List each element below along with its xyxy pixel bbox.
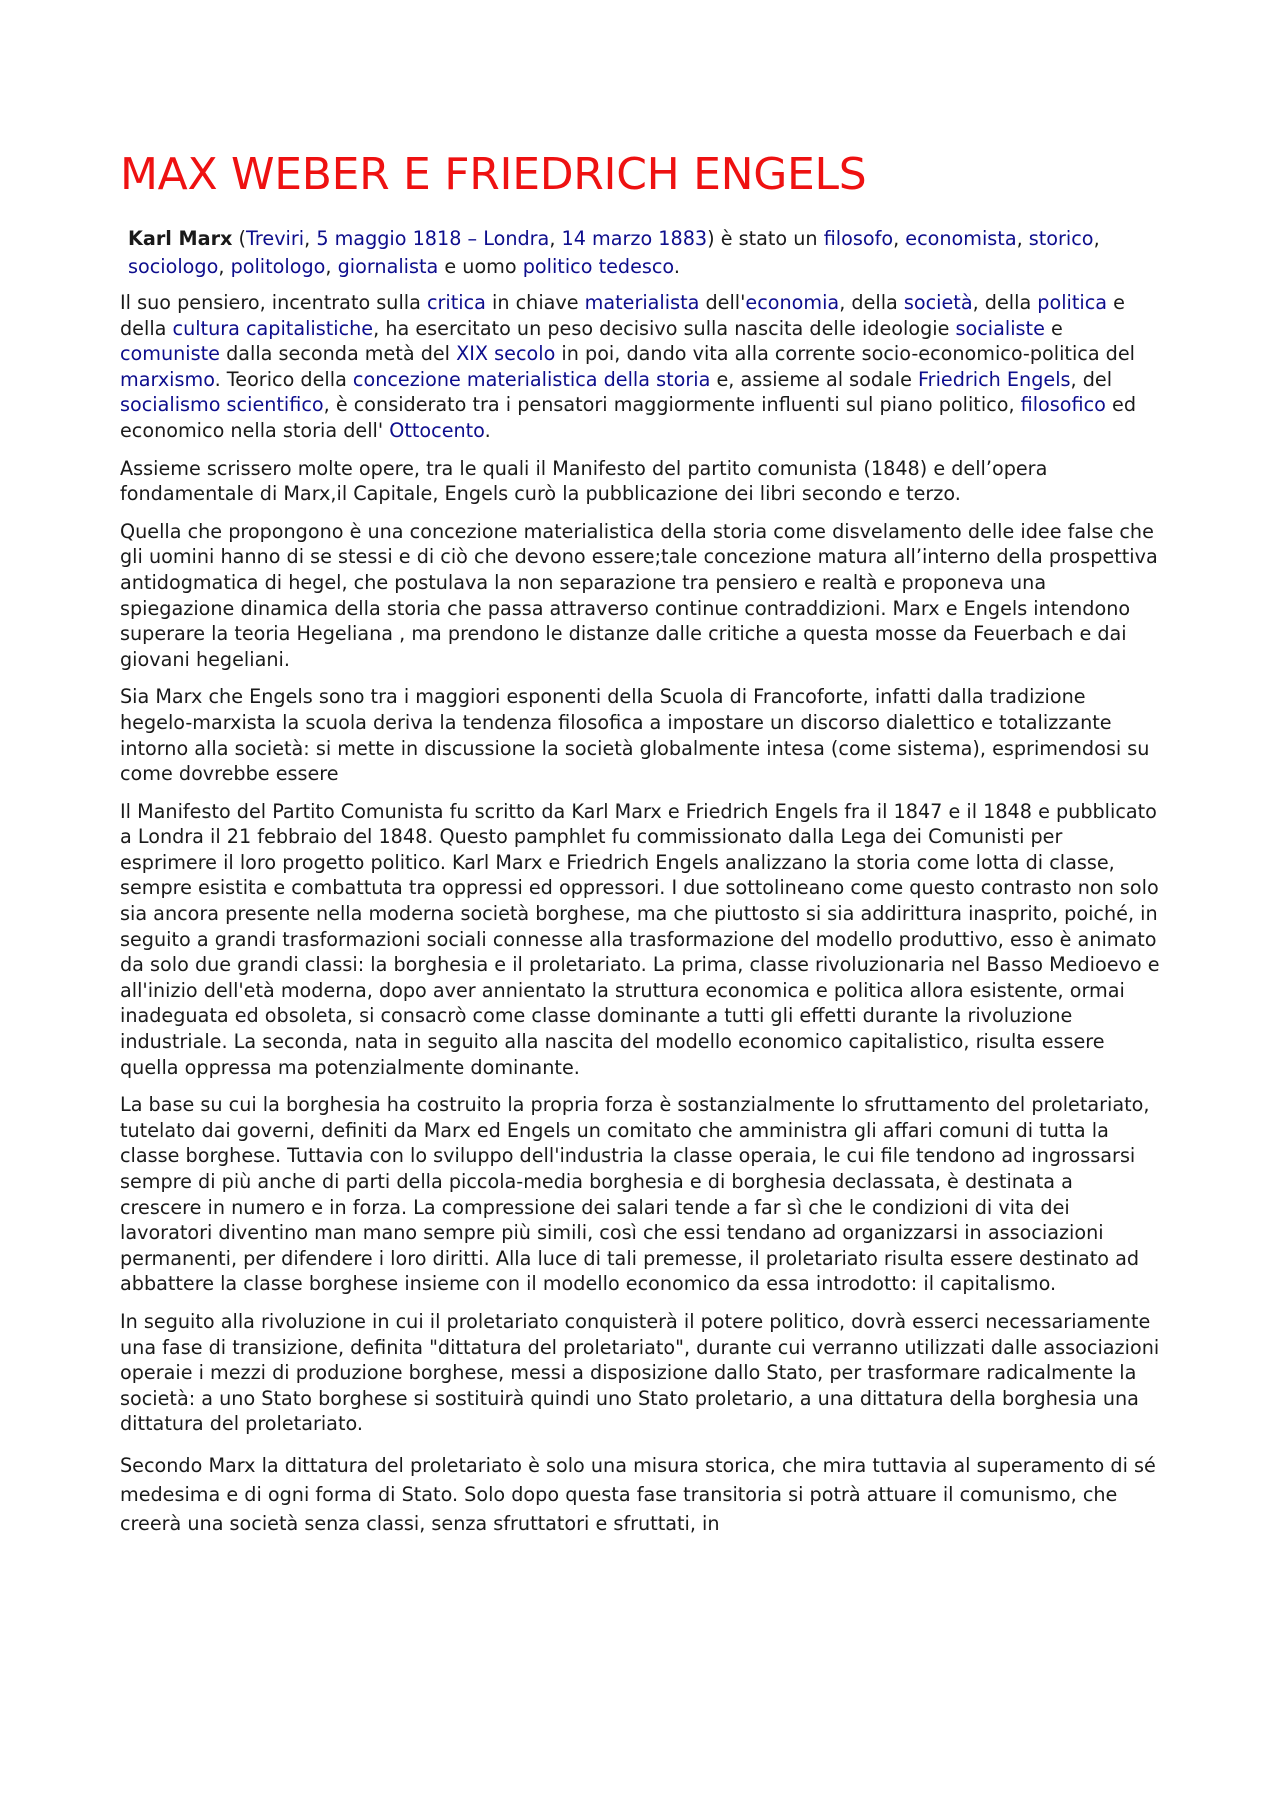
- link-politico[interactable]: politico: [522, 255, 593, 278]
- link-socialismo-scientifico[interactable]: socialismo scientifico: [120, 393, 324, 417]
- body-paragraph: Sia Marx che Engels sono tra i maggiori esponenti della Scuola di Francoforte, infatti dalla tradizione hegelo-marxista la scuola deriva la tendenza filosofica a impostare un discorso dialettico e totalizzante intorno alla società: si mette in discussione la società globalmente intesa (come sistema), esprimendosi su come dovrebbe essere: [120, 685, 1150, 786]
- link-ottocento[interactable]: Ottocento: [389, 418, 485, 442]
- link-comuniste[interactable]: comuniste: [120, 342, 220, 366]
- document-page: [120, 0, 1160, 1538]
- link-sociologo[interactable]: sociologo: [128, 255, 219, 278]
- intro-paragraph: Karl Marx (Treviri, 5 maggio 1818 – Londra, 14 marzo 1883) è stato un filosofo, economista, storico, sociologo, politologo, giornalista e uomo politico tedesco.: [128, 227, 1100, 278]
- link-xix-secolo[interactable]: XIX secolo: [456, 342, 556, 366]
- body-paragraph: Assieme scrissero molte opere, tra le quali il Manifesto del partito comunista (1848) e dell’opera fondamentale di Marx,il Capitale, Engels curò la pubblicazione dei libri secondo e terzo.: [120, 456, 1048, 506]
- link-concezione-materialistica[interactable]: concezione materialistica della storia: [352, 367, 711, 391]
- link-storico[interactable]: storico: [1028, 227, 1094, 250]
- body-paragraph: La base su cui la borghesia ha costruito la propria forza è sostanzialmente lo sfruttamento del proletariato, tutelato dai governi, definiti da Marx ed Engels un comitato che amministra gli affari comuni di tutta la classe borghese. Tuttavia con lo sviluppo dell'industria la classe operaia, le cui file tendono ad ingrossarsi sempre di più anche di parti della piccola-media borghesia e di borghesia declassata, è destinata a crescere in numero e in forza. La compressione dei salari tende a far sì che le condizioni di vita dei lavoratori diventino man mano sempre più simili, così che essi tendano ad organizzarsi in associazioni permanenti, per difendere i loro diritti. Alla luce di tali premesse, il proletariato risulta essere destinato ad abbattere la classe borghese insieme con il modello economico da essa introdotto: il capitalismo.: [120, 1093, 1150, 1296]
- link-socialiste[interactable]: socialiste: [955, 316, 1045, 340]
- link-politica[interactable]: politica: [1037, 291, 1108, 314]
- subject-name: Karl Marx: [128, 227, 233, 250]
- link-death-date[interactable]: 14 marzo 1883: [561, 227, 708, 250]
- link-economia[interactable]: economia: [745, 291, 840, 314]
- body-paragraph: Il Manifesto del Partito Comunista fu scritto da Karl Marx e Friedrich Engels fra il 1847 e il 1848 e pubblicato a Londra il 21 febbraio del 1848. Questo pamphlet fu commissionato dalla Lega dei Comunisti per esprimere il loro progetto politico. Karl Marx e Friedrich Engels analizzano la storia come lotta di classe, sempre esistita e combattuta tra oppressi ed oppressori. I due sottolineano come questo contrasto non solo sia ancora presente nella moderna società borghese, ma che piuttosto si sia addirittura inasprito, poiché, in seguito a grandi trasformazioni sociali connesse alla trasformazione del modello produttivo, esso è animato da solo due grandi classi: la borghesia e il proletariato. La prima, classe rivoluzionaria nel Basso Medioevo e all'inizio dell'età moderna, dopo aver annientato la struttura economica e politica allora esistente, ormai inadeguata ed obsoleta, si consacrò come classe dominante a tutti gli effetti durante la rivoluzione industriale. La seconda, nata in seguito alla nascita del modello economico capitalistico, risulta essere quella oppressa ma potenzialmente dominante.: [120, 799, 1160, 1079]
- body-paragraph: In seguito alla rivoluzione in cui il proletariato conquisterà il potere politico, dovrà esserci necessariamente una fase di transizione, definita "dittatura del proletariato", durante cui verranno utilizzati dalle associazioni operaie i mezzi di produzione borghese, messi a disposizione dallo Stato, per trasformare radicalmente la società: a uno Stato borghese si sostituirà quindi uno Stato proletario, a una dittatura della borghesia una dittatura del proletariato.: [120, 1309, 1160, 1436]
- link-marxismo[interactable]: marxismo: [120, 367, 215, 391]
- link-death-place[interactable]: Londra: [483, 227, 550, 250]
- link-birth-date[interactable]: 5 maggio 1818: [316, 227, 462, 250]
- link-friedrich-engels[interactable]: Friedrich Engels: [918, 367, 1071, 391]
- link-giornalista[interactable]: giornalista: [337, 255, 439, 278]
- link-politologo[interactable]: politologo: [230, 255, 326, 278]
- final-paragraph: Secondo Marx la dittatura del proletariato è solo una misura storica, che mira tuttavia al superamento di sé medesima e di ogni forma di Stato. Solo dopo questa fase transitoria si potrà attuare il comunismo, che creerà una società senza classi, senza sfruttatori e sfruttati, in: [120, 1453, 1156, 1535]
- link-birth-place[interactable]: Treviri: [246, 227, 305, 250]
- thought-paragraph: Il suo pensiero, incentrato sulla critica in chiave materialista dell'economia, della società, della politica e della cultura capitalistiche, ha esercitato un peso decisivo sulla nascita delle ideologie socialiste e comuniste dalla seconda metà del XIX secolo in poi, dando vita alla corrente socio-economico-politica del marxismo. Teorico della concezione materialistica della storia e, assieme al sodale Friedrich Engels, del socialismo scientifico, è considerato tra i pensatori maggiormente influenti sul piano politico, filosofico ed economico nella storia dell' Ottocento.: [120, 291, 1137, 442]
- link-critica[interactable]: critica: [426, 291, 486, 314]
- link-tedesco[interactable]: tedesco: [598, 255, 674, 278]
- body-paragraph: Quella che propongono è una concezione materialistica della storia come disvelamento delle idee false che gli uomini hanno di se stessi e di ciò che devono essere;tale concezione matura all’interno della prospettiva antidogmatica di hegel, che postulava la non separazione tra pensiero e realtà e proponeva una spiegazione dinamica della storia che passa attraverso continue contraddizioni. Marx e Engels intendono superare la teoria Hegeliana , ma prendono le distanze dalle critiche a questa mosse da Feuerbach e dai giovani hegeliani.: [120, 519, 1158, 671]
- link-societa[interactable]: società: [903, 291, 973, 314]
- link-cultura-capitalistiche[interactable]: cultura capitalistiche: [172, 316, 374, 340]
- link-materialista[interactable]: materialista: [584, 291, 700, 314]
- link-economista[interactable]: economista: [905, 227, 1017, 250]
- link-filosofico[interactable]: filosofico: [1020, 393, 1106, 417]
- link-filosofo[interactable]: filosofo: [823, 227, 894, 250]
- document-title: MAX WEBER E FRIEDRICH ENGELS: [120, 149, 867, 200]
